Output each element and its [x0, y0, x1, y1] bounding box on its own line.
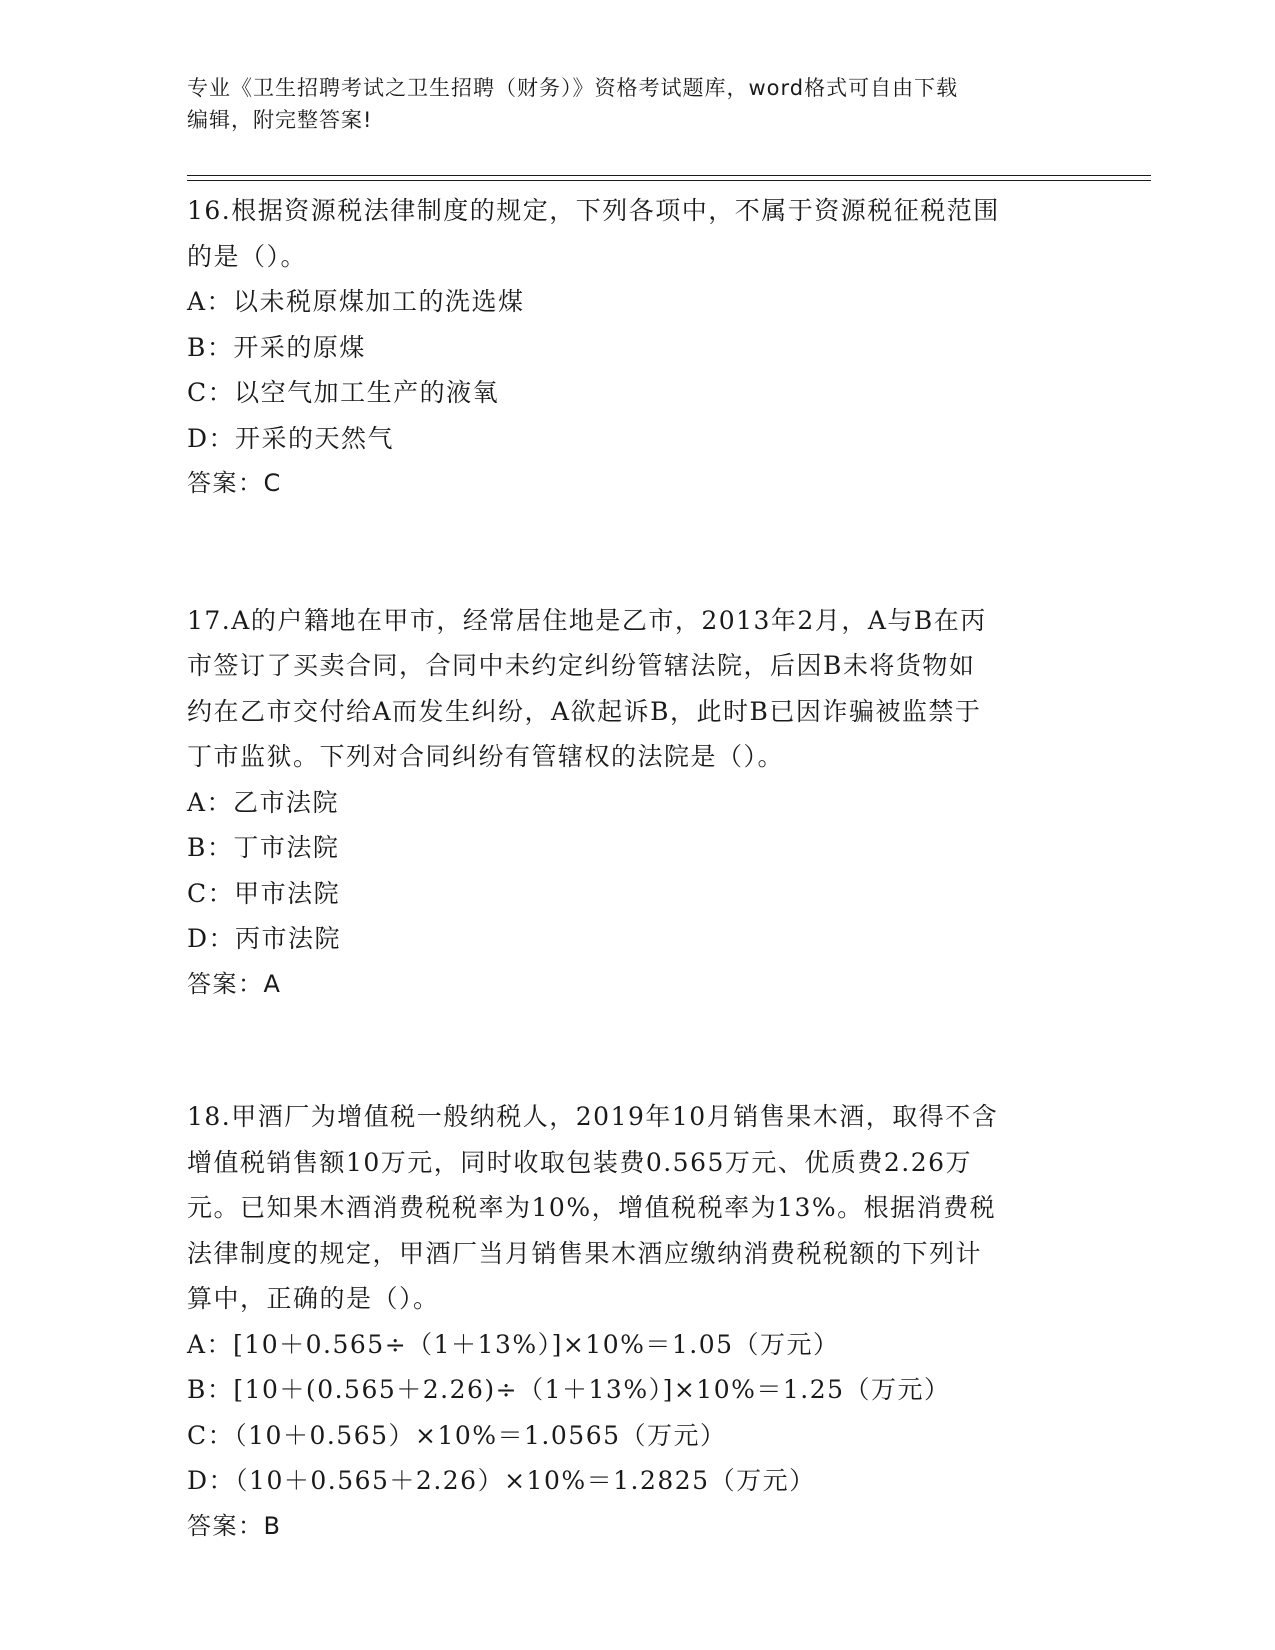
question-spacer	[187, 1007, 1087, 1094]
option-a: A：乙市法院	[187, 787, 340, 817]
question-18	[187, 1094, 1087, 1549]
stem-line: 的是（）。	[187, 241, 308, 271]
stem-line: 算中，正确的是（）。	[187, 1284, 440, 1313]
option-a: A：[10＋0.565÷（1＋13%）]×10%＝1.05（万元）	[187, 1329, 840, 1359]
header-rule-bottom	[187, 180, 1151, 181]
question-stem	[187, 598, 1087, 780]
answer-line: 答案：B	[187, 1511, 282, 1540]
stem-line: 法律制度的规定，甲酒厂当月销售果木酒应缴纳消费税税额的下列计	[187, 1238, 983, 1268]
stem-line: 市签订了买卖合同，合同中未约定纠纷管辖法院，后因B未将货物如	[187, 651, 976, 680]
header-line-1: 专业《卫生招聘考试之卫生招聘（财务）》资格考试题库，word格式可自由下载	[187, 76, 959, 100]
stem-line: 17.A的户籍地在甲市，经常居住地是乙市，2013年2月，A与B在丙	[187, 605, 987, 635]
option-a: A：以未税原煤加工的洗选煤	[187, 287, 525, 316]
option-d: D：开采的天然气	[187, 423, 395, 453]
option-c: C：（10＋0.565）×10%＝1.0565（万元）	[187, 1420, 727, 1450]
answer-line: 答案：A	[187, 969, 282, 998]
header-rule-top	[187, 175, 1151, 176]
option-d: D：（10＋0.565＋2.26）×10%＝1.2825（万元）	[187, 1466, 816, 1495]
question-17	[187, 598, 1087, 1008]
option-c: C：以空气加工生产的液氧	[187, 378, 500, 407]
stem-line: 丁市监狱。下列对合同纠纷有管辖权的法院是（）。	[187, 742, 785, 771]
question-16	[187, 188, 1087, 507]
option-b: B：丁市法院	[187, 833, 340, 862]
answer-line: 答案：C	[187, 469, 282, 497]
option-b: B：[10＋(0.565＋2.26)÷（1＋13%）]×10%＝1.25（万元）	[187, 1375, 951, 1404]
header-line-2: 编辑，附完整答案!	[187, 108, 373, 132]
question-list	[187, 188, 1087, 1549]
document-header	[187, 72, 1087, 136]
stem-line: 约在乙市交付给A而发生纠纷，A欲起诉B，此时B已因诈骗被监禁于	[187, 696, 982, 726]
stem-line: 18.甲酒厂为增值税一般纳税人，2019年10月销售果木酒，取得不含	[187, 1102, 999, 1131]
stem-line: 增值税销售额10万元，同时收取包装费0.565万元、优质费2.26万	[187, 1147, 973, 1177]
question-stem	[187, 1094, 1087, 1322]
stem-line: 16.根据资源税法律制度的规定，下列各项中，不属于资源税征税范围	[187, 196, 1000, 225]
question-stem	[187, 188, 1087, 279]
question-spacer	[187, 507, 1087, 598]
option-d: D：丙市法院	[187, 924, 342, 953]
option-b: B：开采的原煤	[187, 332, 366, 362]
option-c: C：甲市法院	[187, 878, 341, 908]
stem-line: 元。已知果木酒消费税税率为10%，增值税税率为13%。根据消费税	[187, 1193, 997, 1222]
